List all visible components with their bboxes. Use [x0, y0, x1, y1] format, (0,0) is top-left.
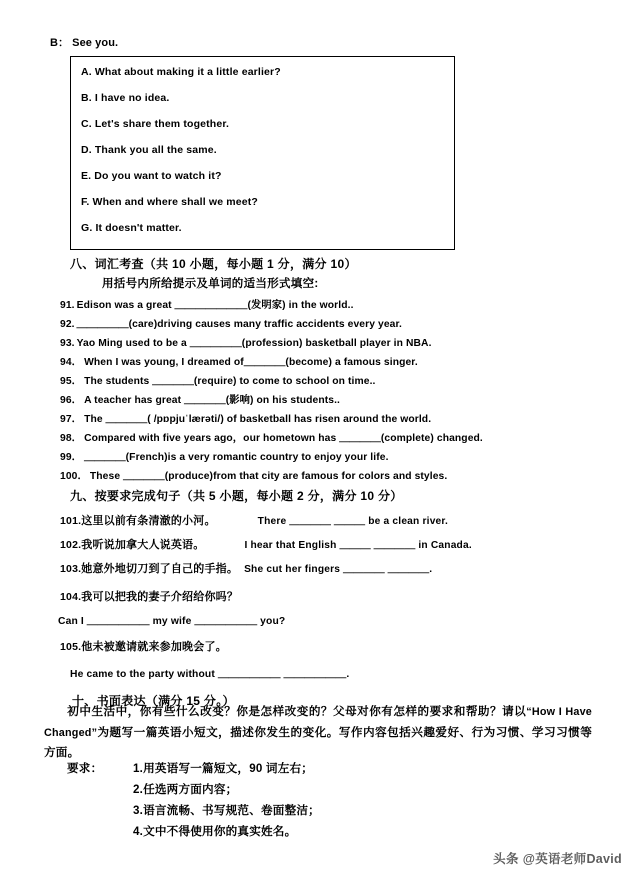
question-103-number: 103.	[60, 563, 82, 575]
question-97-text: The ＿＿＿＿( /pɒpjuˈlærəti/) of basketball has risen around the world.	[84, 414, 432, 425]
question-97-number: 97．	[60, 414, 83, 425]
question-105-number: 105.	[60, 641, 82, 653]
question-103	[60, 560, 432, 576]
requirement-item-1: 1.用英语写一篇短文，90 词左右；	[133, 762, 314, 775]
watermark	[493, 849, 622, 867]
requirement-item-3: 3.语言流畅、书写规范、卷面整洁；	[133, 804, 320, 817]
section-eight-heading: 八、词汇考查（共 10 小题，每小题 1 分，满分 10）	[70, 257, 357, 271]
dialog-speaker: B：	[50, 37, 70, 49]
question-94	[60, 353, 418, 368]
question-100	[60, 467, 447, 482]
question-94-text: When I was young, I dreamed of＿＿＿＿(become) a famous singer.	[84, 357, 418, 368]
question-99-number: 99．	[60, 452, 83, 463]
watermark-brand: 头条	[493, 852, 519, 866]
question-101-chinese: 这里以前有条清澈的小河。	[81, 515, 216, 527]
question-99-text: ＿＿＿＿(French)is a very romantic country to enjoy your life.	[84, 452, 389, 463]
option-item-b: B. I have no idea.	[81, 92, 170, 104]
question-97	[60, 410, 431, 425]
question-98-number: 98．	[60, 433, 83, 444]
question-102	[60, 536, 472, 552]
writing-paragraph-1: 初中生活中，你有些什么改变？你是怎样改变的？父母对你有怎样的要求和帮助？请以	[67, 705, 527, 718]
question-93-text: Yao Ming used to be a ＿＿＿＿＿(profession) basketball player in NBA.	[76, 338, 432, 349]
question-92-number: 92.	[60, 319, 75, 330]
question-101-number: 101.	[60, 515, 82, 527]
question-101	[60, 512, 448, 528]
question-100-text: These ＿＿＿＿(produce)from that city are famous for colors and styles.	[89, 471, 448, 482]
question-105-chinese: 他未被邀请就来参加晚会了。	[81, 641, 227, 653]
writing-prompt	[44, 702, 592, 763]
question-102-english: I hear that English ＿＿＿ ＿＿＿＿ in Canada.	[244, 540, 472, 551]
question-99	[60, 448, 389, 463]
question-95	[60, 372, 376, 387]
section-ten-heading: 十、书面表达（满分 15 分。）	[72, 694, 235, 708]
question-103-english: She cut her fingers ＿＿＿＿ ＿＿＿＿.	[244, 564, 433, 575]
question-91	[60, 296, 354, 311]
question-91-text: Edison was a great ＿＿＿＿＿＿＿(发明家) in the world..	[76, 300, 354, 311]
question-104-english: Can I ＿＿＿＿＿＿ my wife ＿＿＿＿＿＿ you?	[58, 616, 286, 627]
writing-essay-title: “How I Have Changed”	[44, 706, 593, 739]
question-95-number: 95．	[60, 376, 83, 387]
question-103-chinese: 她意外地切刀到了自己的手指。	[81, 563, 239, 575]
question-104-chinese: 我可以把我的妻子介绍给你吗？	[81, 591, 239, 603]
option-item-d: D. Thank you all the same.	[81, 144, 217, 156]
question-105-english: He came to the party without ＿＿＿＿＿＿ ＿＿＿＿＿＿.	[70, 669, 350, 680]
watermark-handle: @英语老师David	[522, 852, 622, 866]
option-item-e: E. Do you want to watch it?	[81, 170, 222, 182]
question-96-number: 96．	[60, 395, 83, 406]
question-98	[60, 429, 483, 444]
question-92-text: ＿＿＿＿＿(care)driving causes many traffic accidents every year.	[76, 319, 402, 330]
question-96-text: A teacher has great ＿＿＿＿(影响) on his students..	[84, 395, 341, 406]
question-101-english: There ＿＿＿＿ ＿＿＿ be a clean river.	[257, 516, 449, 527]
option-item-g: G. It doesn't matter.	[81, 222, 182, 234]
option-item-c: C. Let's share them together.	[81, 118, 230, 130]
question-93-number: 93.	[60, 338, 75, 349]
question-91-number: 91.	[60, 300, 75, 311]
question-104	[60, 588, 238, 604]
question-98-text: Compared with five years ago，our hometown has ＿＿＿＿(complete) changed.	[84, 433, 483, 444]
question-94-number: 94．	[60, 357, 83, 368]
writing-paragraph-2: 为题写一篇英语小短文，描述你发生的变化。写作内容包括兴趣爱好、行为习惯、学习习惯等方面。	[44, 725, 592, 759]
dialog-line-b	[50, 34, 118, 50]
question-105	[60, 638, 227, 654]
requirement-item-2: 2.任选两方面内容；	[133, 783, 238, 796]
section-nine-heading: 九、按要求完成句子（共 5 小题，每小题 2 分，满分 10 分）	[70, 489, 403, 503]
option-item-a: A. What about making it a little earlier?	[81, 66, 281, 78]
question-93	[60, 334, 432, 349]
section-eight-instruction: 用括号内所给提示及单词的适当形式填空:	[102, 278, 319, 290]
question-95-text: The students ＿＿＿＿(require) to come to school on time..	[84, 376, 376, 387]
question-92	[60, 315, 402, 330]
question-102-chinese: 我听说加拿大人说英语。	[81, 539, 205, 551]
requirements-label: 要求：	[67, 762, 103, 775]
dialog-text: See you.	[72, 37, 119, 49]
question-96	[60, 391, 340, 406]
options-box	[70, 56, 455, 250]
question-104-number: 104.	[60, 591, 82, 603]
requirement-item-4: 4.文中不得使用你的真实姓名。	[133, 825, 297, 838]
question-102-number: 102.	[60, 539, 82, 551]
question-100-number: 100．	[60, 471, 88, 482]
option-item-f: F. When and where shall we meet?	[81, 196, 258, 208]
